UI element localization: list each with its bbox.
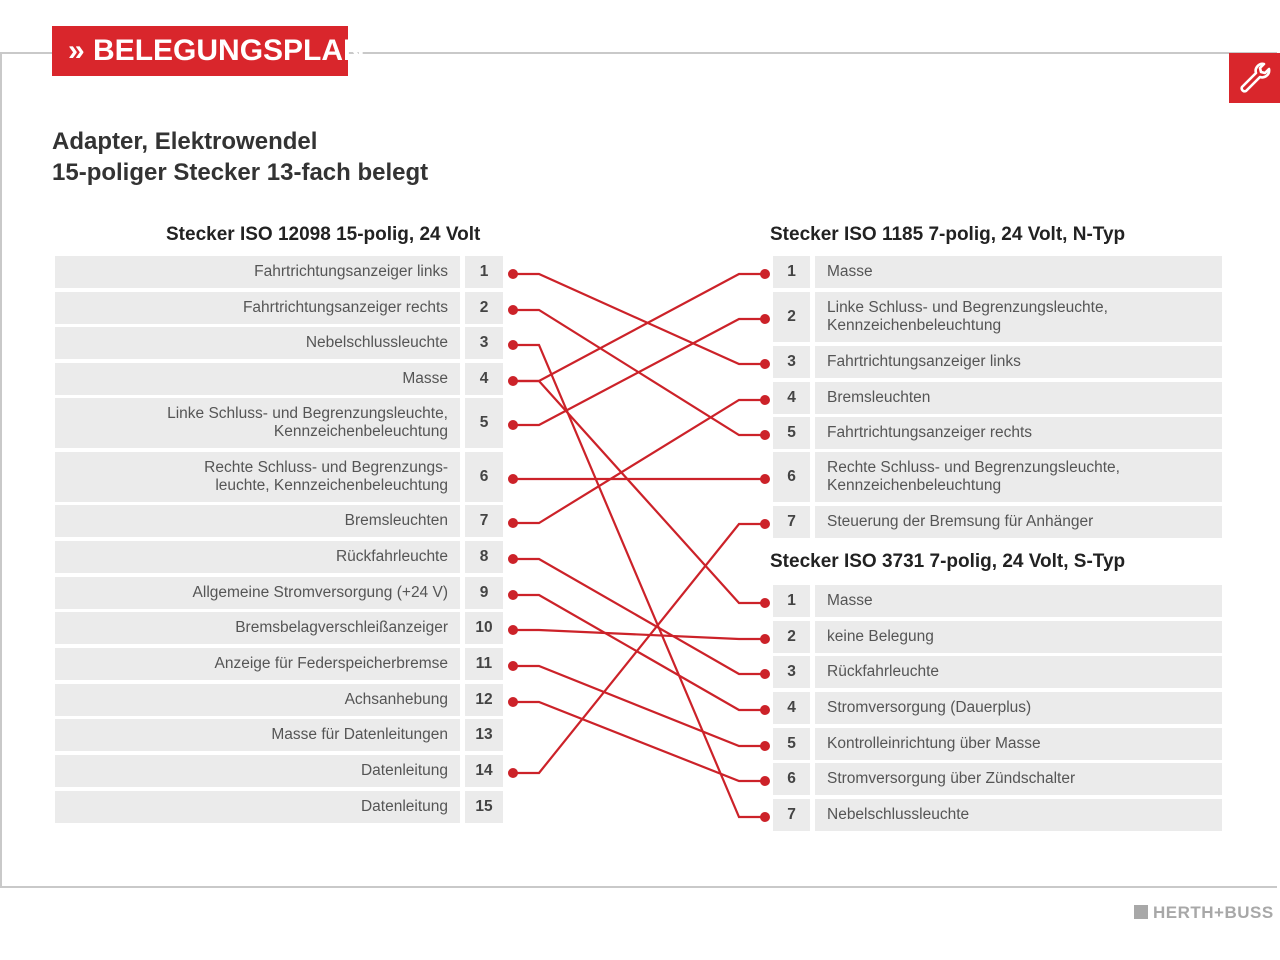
right-n-pin-label: Bremsleuchten xyxy=(815,382,1222,414)
right-s-pin-label: Stromversorgung (Dauerplus) xyxy=(815,692,1222,724)
wire-10-S2 xyxy=(513,630,765,639)
left-pin-number: 3 xyxy=(465,327,503,359)
title-line-1: Adapter, Elektrowendel xyxy=(52,128,318,155)
left-pin-dot xyxy=(508,305,518,315)
right-n-pin-number: 7 xyxy=(773,506,810,538)
left-pin-dot xyxy=(508,269,518,279)
brand-logo xyxy=(1134,903,1274,923)
left-pin-dot xyxy=(508,376,518,386)
right-pin-dot xyxy=(760,430,770,440)
right-n-pin-label: Rechte Schluss- und Begrenzungsleuchte, Kennzeichenbeleuchtung xyxy=(815,452,1222,502)
right-s-pin-number: 7 xyxy=(773,799,810,831)
wire-3-S7 xyxy=(513,345,765,817)
left-pin-label: Fahrtrichtungsanzeiger rechts xyxy=(55,292,460,324)
left-pin-label: Masse xyxy=(55,363,460,395)
right-connector-n-heading: Stecker ISO 1185 7-polig, 24 Volt, N-Typ xyxy=(770,224,1126,245)
left-pin-label: Datenleitung xyxy=(55,755,460,787)
left-pin-dot xyxy=(508,340,518,350)
right-n-pin-label: Steuerung der Bremsung für Anhänger xyxy=(815,506,1222,538)
left-pin-label: Linke Schluss- und Begrenzungsleuchte, Kennzeichenbeleuchtung xyxy=(55,398,460,448)
left-pin-number: 6 xyxy=(465,452,503,502)
right-n-pin-label: Fahrtrichtungsanzeiger links xyxy=(815,346,1222,378)
right-n-pin-number: 3 xyxy=(773,346,810,378)
left-pin-label: Bremsbelagverschleißanzeiger xyxy=(55,612,460,644)
left-pin-label: Anzeige für Federspeicherbremse xyxy=(55,648,460,680)
right-s-pin-number: 5 xyxy=(773,728,810,760)
wire-1-N3 xyxy=(513,274,765,364)
right-n-pin-number: 6 xyxy=(773,452,810,502)
left-pin-dot xyxy=(508,625,518,635)
right-pin-dot xyxy=(760,669,770,679)
left-pin-number: 10 xyxy=(465,612,503,644)
right-pin-dot xyxy=(760,269,770,279)
left-pin-label: Allgemeine Stromversorgung (+24 V) xyxy=(55,577,460,609)
left-pin-label: Fahrtrichtungsanzeiger links xyxy=(55,256,460,288)
wire-4-N1 xyxy=(513,274,765,381)
left-pin-dot xyxy=(508,474,518,484)
right-pin-dot xyxy=(760,474,770,484)
right-connector-s-heading: Stecker ISO 3731 7-polig, 24 Volt, S-Typ xyxy=(770,551,1126,572)
left-pin-number: 13 xyxy=(465,719,503,751)
right-n-pin-number: 1 xyxy=(773,256,810,288)
right-pin-dot xyxy=(760,812,770,822)
right-pin-dot xyxy=(760,395,770,405)
section-badge: » BELEGUNGSPLAN xyxy=(52,26,348,76)
left-pin-dot xyxy=(508,768,518,778)
left-pin-label: Rückfahrleuchte xyxy=(55,541,460,573)
right-pin-dot xyxy=(760,705,770,715)
left-connector-heading: Stecker ISO 12098 15-polig, 24 Volt xyxy=(166,224,481,245)
left-pin-dot xyxy=(508,420,518,430)
right-n-pin-number: 2 xyxy=(773,292,810,342)
left-pin-number: 12 xyxy=(465,684,503,716)
right-pin-dot xyxy=(760,359,770,369)
left-pin-dot xyxy=(508,697,518,707)
left-pin-number: 1 xyxy=(465,256,503,288)
right-s-pin-number: 4 xyxy=(773,692,810,724)
left-pin-number: 2 xyxy=(465,292,503,324)
brand-logo-text: HERTH+BUSS xyxy=(1153,903,1274,922)
left-pin-dot xyxy=(508,518,518,528)
wire-14-N7 xyxy=(513,524,765,773)
left-pin-number: 8 xyxy=(465,541,503,573)
right-pin-dot xyxy=(760,741,770,751)
right-s-pin-label: keine Belegung xyxy=(815,621,1222,653)
right-s-pin-number: 2 xyxy=(773,621,810,653)
right-pin-dot xyxy=(760,314,770,324)
right-s-pin-label: Rückfahrleuchte xyxy=(815,656,1222,688)
left-pin-number: 9 xyxy=(465,577,503,609)
left-pin-number: 11 xyxy=(465,648,503,680)
right-n-pin-number: 4 xyxy=(773,382,810,414)
right-s-pin-number: 6 xyxy=(773,763,810,795)
right-s-pin-label: Kontrolleinrichtung über Masse xyxy=(815,728,1222,760)
left-pin-number: 4 xyxy=(465,363,503,395)
left-pin-label: Nebelschlussleuchte xyxy=(55,327,460,359)
right-s-pin-label: Masse xyxy=(815,585,1222,617)
left-pin-number: 5 xyxy=(465,398,503,448)
left-pin-label: Achsanhebung xyxy=(55,684,460,716)
brand-mark-icon xyxy=(1134,905,1148,919)
right-pin-dot xyxy=(760,634,770,644)
wire-4-S1 xyxy=(513,381,765,603)
right-s-pin-number: 1 xyxy=(773,585,810,617)
left-pin-label: Bremsleuchten xyxy=(55,505,460,537)
left-pin-number: 14 xyxy=(465,755,503,787)
right-n-pin-number: 5 xyxy=(773,417,810,449)
right-pin-dot xyxy=(760,519,770,529)
right-pin-dot xyxy=(760,598,770,608)
wire-9-S4 xyxy=(513,595,765,710)
right-pin-dot xyxy=(760,776,770,786)
left-pin-label: Datenleitung xyxy=(55,791,460,823)
left-pin-number: 7 xyxy=(465,505,503,537)
left-pin-dot xyxy=(508,590,518,600)
left-pin-number: 15 xyxy=(465,791,503,823)
left-pin-dot xyxy=(508,554,518,564)
wire-8-S3 xyxy=(513,559,765,674)
left-pin-label: Masse für Datenleitungen xyxy=(55,719,460,751)
right-s-pin-label: Stromversorgung über Zündschalter xyxy=(815,763,1222,795)
right-s-pin-number: 3 xyxy=(773,656,810,688)
right-n-pin-label: Fahrtrichtungsanzeiger rechts xyxy=(815,417,1222,449)
left-pin-label: Rechte Schluss- und Begrenzungs- leuchte, Kennzeichenbeleuchtung xyxy=(55,452,460,502)
right-n-pin-label: Linke Schluss- und Begrenzungsleuchte, Kennzeichenbeleuchtung xyxy=(815,292,1222,342)
right-s-pin-label: Nebelschlussleuchte xyxy=(815,799,1222,831)
left-pin-dot xyxy=(508,661,518,671)
right-n-pin-label: Masse xyxy=(815,256,1222,288)
title-line-2: 15-poliger Stecker 13-fach belegt xyxy=(52,159,429,186)
